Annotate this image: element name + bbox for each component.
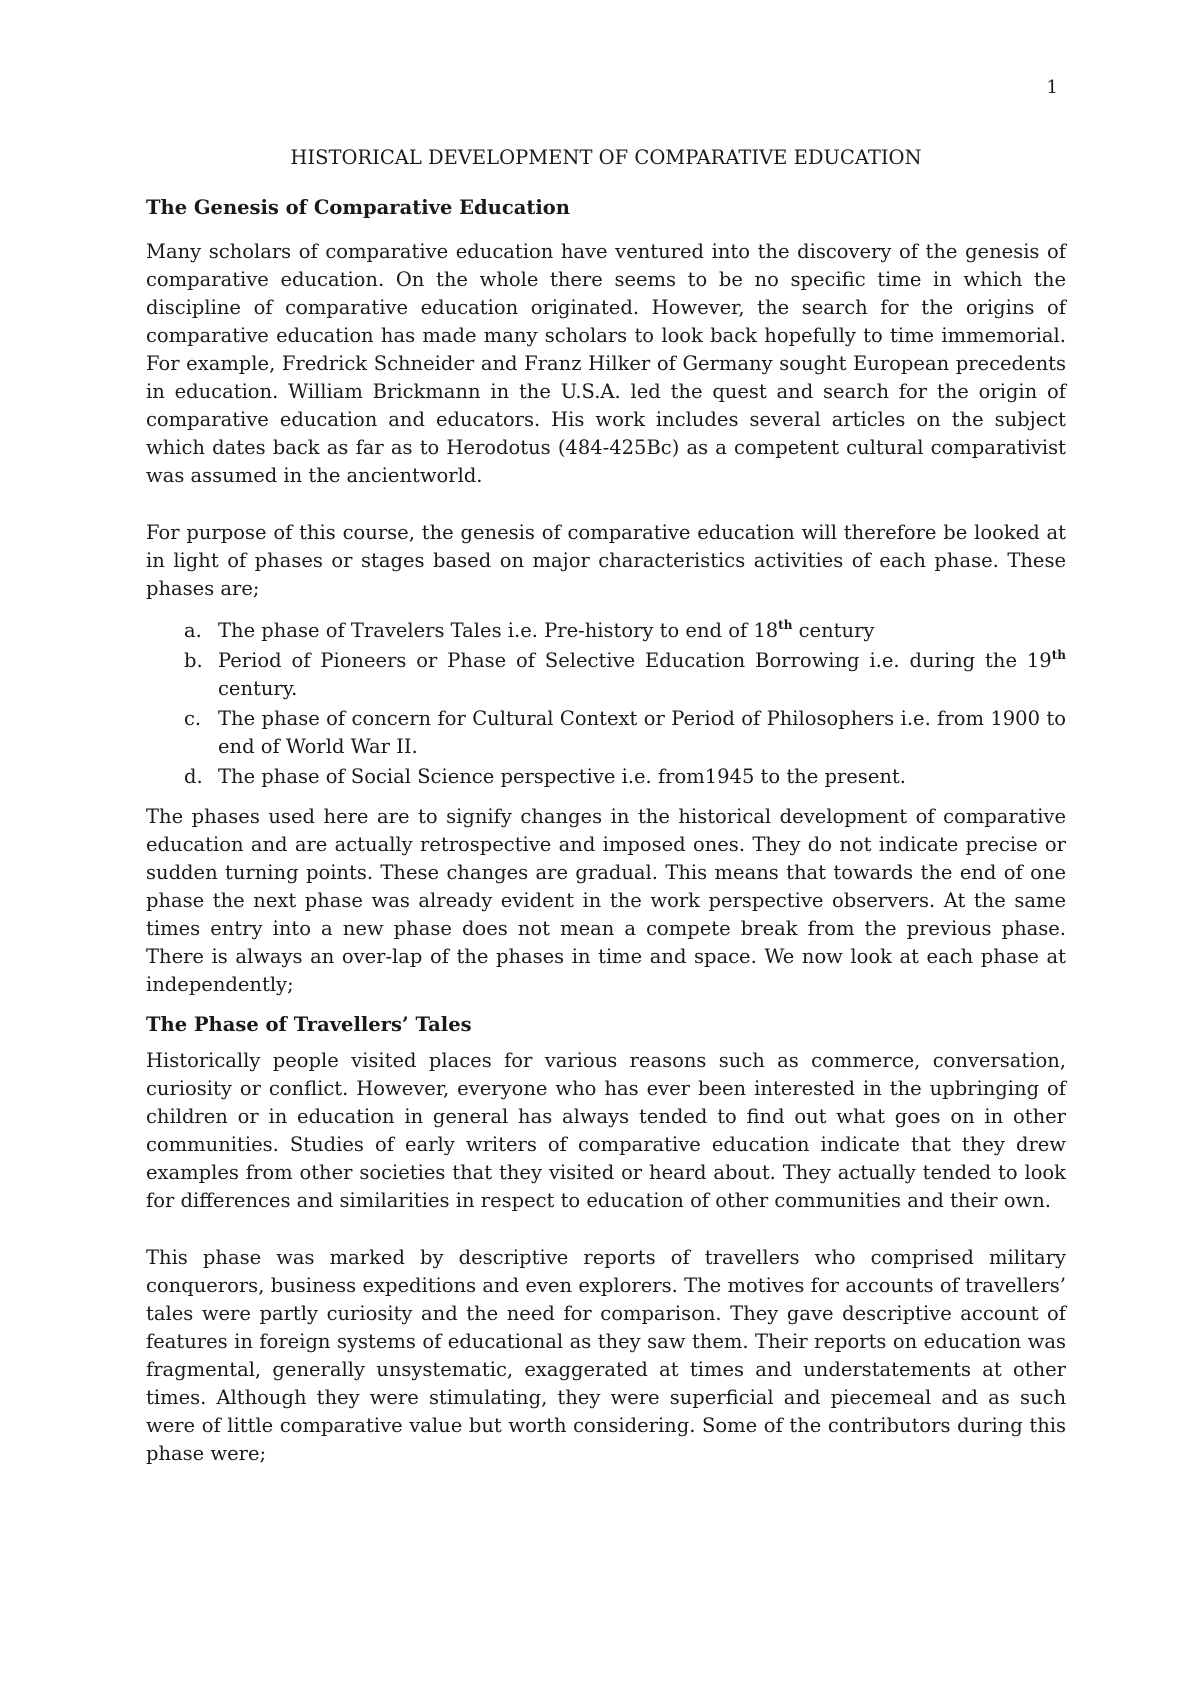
list-marker: d. — [184, 765, 203, 788]
list-marker: a. — [184, 619, 202, 642]
phases-list — [146, 617, 1066, 791]
list-item-text-tail: century — [792, 619, 875, 642]
document-title: HISTORICAL DEVELOPMENT OF COMPARATIVE EDUCATION — [290, 146, 922, 169]
genesis-paragraph-1: Many scholars of comparative education have ventured into the discovery of the genesis of comparative education. On the whole there seems to be no specific time in which the discipline of comparative education originated. However, the search for the origins of comparative education has made many scholars to look back hopefully to time immemorial. For example, Fredrick Schneider and Franz Hilker of Germany sought European precedents in education. William Brickmann in the U.S.A. led the quest and search for the origin of comparative education and educators. His work includes several articles on the subject which dates back as far as to Herodotus (484-425Bc) as a competent cultural comparativist was assumed in the ancientworld. — [146, 240, 1066, 487]
list-item — [146, 763, 1066, 791]
list-item — [146, 617, 1066, 645]
travellers-paragraph-1: Historically people visited places for various reasons such as commerce, conversation, curiosity or conflict. However, everyone who has ever been interested in the upbringing of children or in education in general has always tended to find out what goes on in other communities. Studies of early writers of comparative education indicate that they drew examples from other societies that they visited or heard about. They actually tended to look for differences and similarities in respect to education of other communities and their own. — [146, 1049, 1066, 1212]
list-item — [146, 647, 1066, 703]
genesis-paragraph-3: The phases used here are to signify changes in the historical development of comparative education and are actually retrospective and imposed ones. They do not indicate precise or sudden turning points. These changes are gradual. This means that towards the end of one phase the next phase was already evident in the work perspective observers. At the same times entry into a new phase does not mean a compete break from the previous phase. There is always an over-lap of the phases in time and space. We now look at each phase at independently; — [146, 805, 1066, 996]
genesis-paragraph-2: For purpose of this course, the genesis of comparative education will therefore be looked at in light of phases or stages based on major characteristics activities of each phase. These phases are; — [146, 521, 1066, 600]
ordinal-suffix: th — [778, 617, 793, 632]
ordinal-suffix: th — [1051, 647, 1066, 662]
list-item-text: The phase of Travelers Tales i.e. Pre-history to end of 18 — [218, 619, 779, 642]
section-heading-genesis: The Genesis of Comparative Education — [146, 196, 570, 219]
list-marker: c. — [184, 707, 202, 730]
travellers-paragraph-2: This phase was marked by descriptive reports of travellers who comprised military conquerors, business expeditions and even explorers. The motives for accounts of travellers’ tales were partly curiosity and the need for comparison. They gave descriptive account of features in foreign systems of educational as they saw them. Their reports on education was fragmental, generally unsystematic, exaggerated at times and understatements at other times. Although they were stimulating, they were superficial and piecemeal and as such were of little comparative value but worth considering. Some of the contributors during this phase were; — [146, 1246, 1066, 1465]
list-marker: b. — [184, 649, 203, 672]
list-item-text-tail: century. — [218, 677, 298, 700]
list-item-text: The phase of concern for Cultural Context or Period of Philosophers i.e. from 1900 to end of World War II. — [218, 707, 1066, 758]
document-body — [146, 144, 1066, 1468]
section-heading-travellers: The Phase of Travellers’ Tales — [146, 1013, 472, 1036]
list-item-text: The phase of Social Science perspective i.e. from1945 to the present. — [218, 765, 906, 788]
list-item — [146, 705, 1066, 761]
list-item-text: Period of Pioneers or Phase of Selective Education Borrowing i.e. during the 19 — [218, 649, 1052, 672]
page-number: 1 — [1046, 77, 1058, 98]
